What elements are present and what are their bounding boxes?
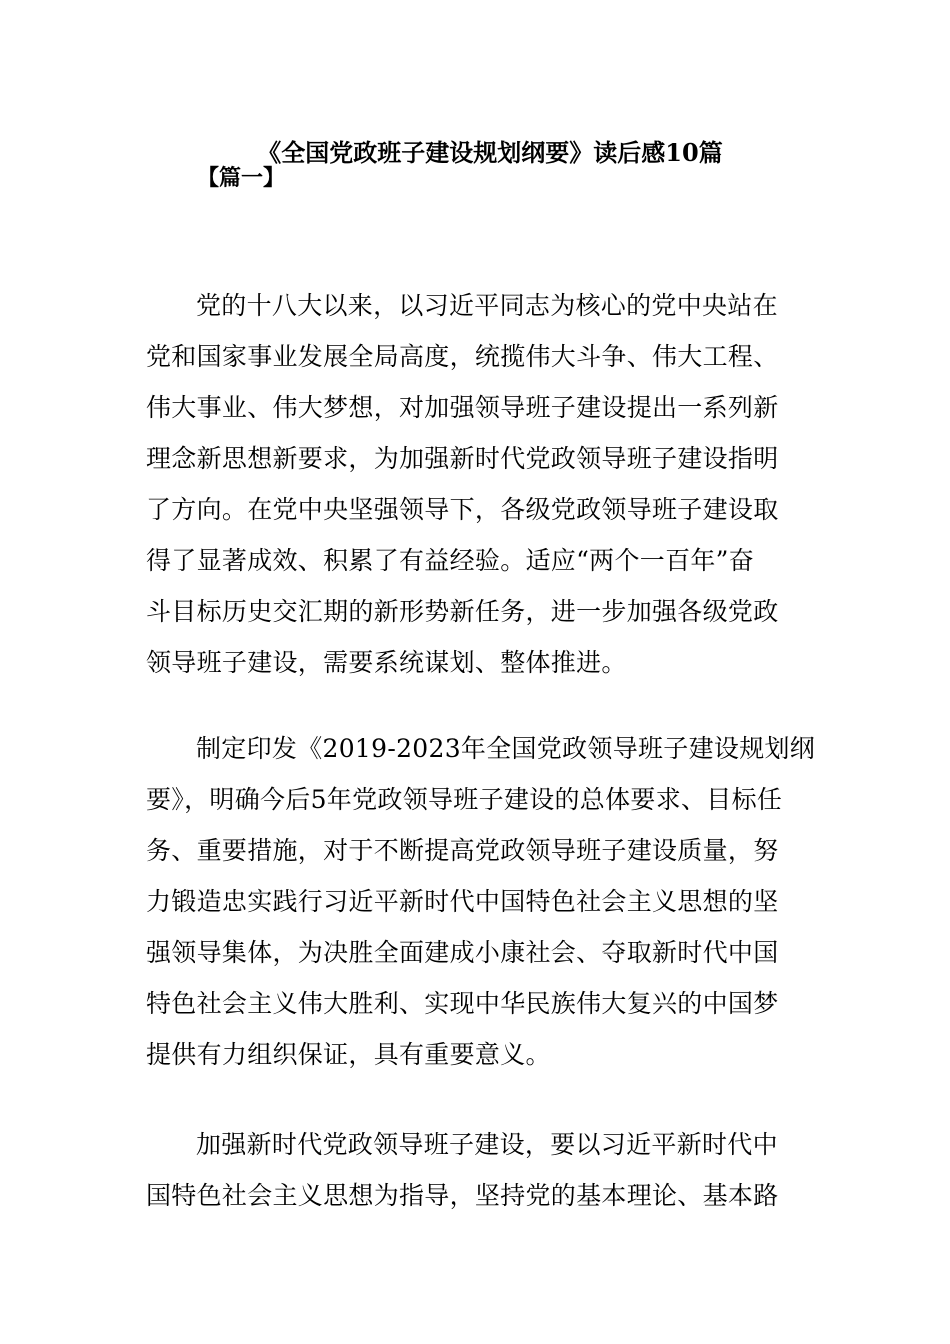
paragraph-line: 要》，明确今后5年党政领导班子建设的总体要求、目标任 [146, 785, 783, 814]
paragraph-line: 国特色社会主义思想为指导，坚持党的基本理论、基本路 [146, 1181, 779, 1210]
paragraph-line: 党和国家事业发展全局高度，统揽伟大斗争、伟大工程、 [146, 342, 779, 371]
paragraph-3 [146, 1119, 806, 1221]
paragraph-line: 制定印发《2019-2023年全国党政领导班子建设规划纲 [196, 734, 816, 763]
paragraph-line: 得了显著成效、积累了有益经验。适应“两个一百年”奋 [146, 546, 755, 575]
paragraph-line: 伟大事业、伟大梦想，对加强领导班子建设提出一系列新 [146, 393, 779, 422]
paragraph-line: 特色社会主义伟大胜利、实现中华民族伟大复兴的中国梦 [146, 989, 779, 1018]
paragraph-2 [146, 723, 816, 1080]
paragraph-line: 力锻造忠实践行习近平新时代中国特色社会主义思想的坚 [146, 887, 779, 916]
paragraph-line: 务、重要措施，对于不断提高党政领导班子建设质量，努 [146, 836, 779, 865]
paragraph-line: 加强新时代党政领导班子建设，要以习近平新时代中 [196, 1130, 778, 1159]
document-title: 《全国党政班子建设规划纲要》读后感10篇 [257, 138, 723, 167]
paragraph-line: 党的十八大以来，以习近平同志为核心的党中央站在 [196, 291, 778, 320]
paragraph-line: 了方向。在党中央坚强领导下，各级党政领导班子建设取 [146, 495, 779, 524]
section-label: 【篇一】 [197, 165, 286, 191]
paragraph-line: 理念新思想新要求，为加强新时代党政领导班子建设指明 [146, 444, 779, 473]
paragraph-line: 斗目标历史交汇期的新形势新任务，进一步加强各级党政 [146, 597, 779, 626]
paragraph-1 [146, 280, 806, 688]
paragraph-line: 领导班子建设，需要系统谋划、整体推进。 [146, 648, 627, 677]
paragraph-line: 强领导集体，为决胜全面建成小康社会、夺取新时代中国 [146, 938, 779, 967]
paragraph-line: 提供有力组织保证，具有重要意义。 [146, 1040, 551, 1069]
